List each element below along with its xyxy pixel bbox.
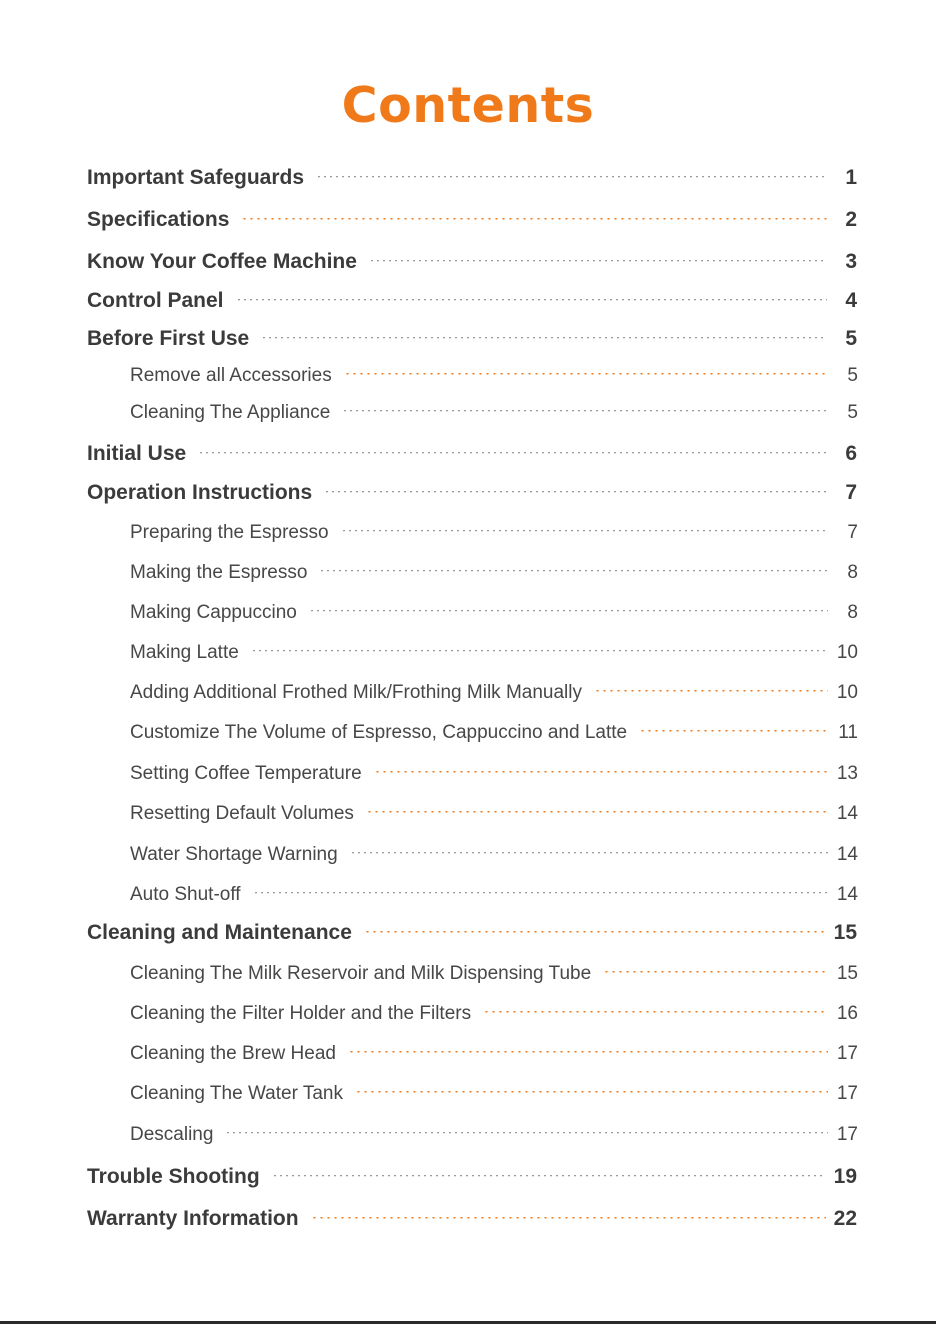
toc-entry-label: Operation Instructions [87, 481, 313, 504]
toc-entry-preparing-the-espresso[interactable] [130, 522, 858, 544]
toc-entry-page: 13 [836, 763, 858, 784]
toc-entry-page: 14 [836, 884, 858, 905]
dot-leader [309, 610, 828, 613]
toc-entry-page: 10 [836, 642, 858, 663]
toc-entry-page: 7 [845, 481, 857, 504]
toc-entry-label: Adding Additional Frothed Milk/Frothing Milk Manually [130, 682, 582, 703]
toc-entry-adding-frothed-milk[interactable] [130, 682, 858, 704]
toc-entry-making-cappuccino[interactable] [130, 602, 858, 624]
toc-entry-label: Setting Coffee Temperature [130, 763, 362, 784]
toc-entry-remove-all-accessories[interactable] [130, 365, 858, 387]
toc-entry-initial-use[interactable] [87, 442, 857, 466]
toc-entry-page: 2 [845, 208, 857, 231]
toc-entry-page: 3 [845, 250, 857, 273]
toc-entry-important-safeguards[interactable] [87, 166, 857, 190]
toc-entry-cleaning-water-tank[interactable] [130, 1083, 858, 1105]
page-title: Contents [341, 77, 595, 134]
toc-entry-label: Trouble Shooting [87, 1165, 260, 1188]
toc-entry-label: Customize The Volume of Espresso, Cappuccino and Latte [130, 722, 628, 743]
toc-entry-label: Cleaning the Brew Head [130, 1043, 336, 1064]
dot-leader [261, 337, 827, 340]
toc-entry-making-latte[interactable] [130, 642, 858, 664]
toc-entry-cleaning-the-appliance[interactable] [130, 402, 858, 424]
toc-entry-label: Resetting Default Volumes [130, 803, 354, 824]
toc-entry-page: 16 [836, 1003, 858, 1024]
toc-entry-before-first-use[interactable] [87, 327, 857, 351]
toc-entry-label: Making Cappuccino [130, 602, 297, 623]
dot-leader [350, 852, 828, 855]
toc-entry-customize-volume[interactable] [130, 722, 858, 744]
toc-entry-label: Water Shortage Warning [130, 844, 338, 865]
toc-entry-label: Cleaning The Water Tank [130, 1083, 343, 1104]
toc-entry-setting-coffee-temperature[interactable] [130, 763, 858, 785]
toc-entry-label: Auto Shut-off [130, 884, 241, 905]
toc-entry-label: Remove all Accessories [130, 365, 332, 386]
dot-leader [253, 892, 828, 895]
dot-leader [342, 410, 828, 413]
dot-leader [374, 771, 828, 774]
dot-leader [272, 1175, 826, 1178]
toc-entry-trouble-shooting[interactable] [87, 1165, 857, 1189]
toc-entry-specifications[interactable] [87, 208, 857, 232]
toc-entry-page: 10 [836, 682, 858, 703]
toc-entry-page: 15 [836, 963, 858, 984]
toc-entry-page: 1 [845, 166, 857, 189]
toc-entry-warranty-information[interactable] [87, 1207, 857, 1231]
dot-leader [369, 260, 827, 263]
toc-entry-page: 17 [836, 1043, 858, 1064]
dot-leader [225, 1132, 828, 1135]
toc-entry-page: 5 [847, 365, 858, 386]
dot-leader [324, 491, 827, 494]
toc-entry-cleaning-brew-head[interactable] [130, 1043, 858, 1065]
dot-leader [483, 1011, 828, 1014]
dot-leader [348, 1051, 828, 1054]
dot-leader [639, 730, 828, 733]
toc-entry-page: 19 [833, 1165, 857, 1188]
dot-leader [341, 530, 828, 533]
dot-leader [311, 1217, 826, 1220]
toc-entry-descaling[interactable] [130, 1124, 858, 1146]
dot-leader [251, 650, 828, 653]
toc-entry-page: 17 [836, 1083, 858, 1104]
toc-entry-page: 6 [845, 442, 857, 465]
toc-entry-cleaning-and-maintenance[interactable] [87, 921, 857, 945]
toc-entry-page: 14 [836, 803, 858, 824]
toc-entry-cleaning-milk-reservoir[interactable] [130, 963, 858, 985]
dot-leader [316, 176, 827, 179]
toc-entry-resetting-default-volumes[interactable] [130, 803, 858, 825]
toc-entry-label: Specifications [87, 208, 230, 231]
toc-entry-label: Descaling [130, 1124, 214, 1145]
toc-entry-making-the-espresso[interactable] [130, 562, 858, 584]
toc-entry-label: Making the Espresso [130, 562, 308, 583]
toc-entry-label: Cleaning the Filter Holder and the Filters [130, 1003, 472, 1024]
dot-leader [198, 452, 827, 455]
toc-entry-page: 5 [847, 402, 858, 423]
toc-entry-page: 22 [833, 1207, 857, 1230]
toc-entry-page: 7 [847, 522, 858, 543]
toc-entry-page: 8 [847, 602, 858, 623]
toc-entry-operation-instructions[interactable] [87, 481, 857, 505]
toc-entry-label: Initial Use [87, 442, 187, 465]
toc-entry-label: Know Your Coffee Machine [87, 250, 357, 273]
dot-leader [241, 218, 827, 221]
dot-leader [603, 971, 828, 974]
toc-entry-label: Cleaning and Maintenance [87, 921, 352, 944]
dot-leader [236, 299, 827, 302]
toc-entry-page: 4 [845, 289, 857, 312]
toc-entry-page: 15 [833, 921, 857, 944]
dot-leader [366, 811, 828, 814]
toc-entry-page: 14 [836, 844, 858, 865]
toc-entry-label: Before First Use [87, 327, 250, 350]
toc-entry-page: 11 [838, 722, 858, 743]
toc-entry-label: Cleaning The Milk Reservoir and Milk Dispensing Tube [130, 963, 592, 984]
dot-leader [594, 690, 828, 693]
toc-entry-label: Preparing the Espresso [130, 522, 329, 543]
toc-entry-page: 5 [845, 327, 857, 350]
toc-entry-control-panel[interactable] [87, 289, 857, 313]
dot-leader [364, 931, 826, 934]
toc-entry-water-shortage-warning[interactable] [130, 844, 858, 866]
dot-leader [344, 373, 828, 376]
toc-entry-label: Control Panel [87, 289, 224, 312]
toc-entry-label: Making Latte [130, 642, 239, 663]
toc-entry-auto-shut-off[interactable] [130, 884, 858, 906]
dot-leader [319, 570, 828, 573]
toc-entry-page: 8 [847, 562, 858, 583]
toc-entry-label: Warranty Information [87, 1207, 299, 1230]
dot-leader [355, 1091, 828, 1094]
toc-entry-label: Important Safeguards [87, 166, 305, 189]
toc-entry-page: 17 [836, 1124, 858, 1145]
toc-entry-label: Cleaning The Appliance [130, 402, 331, 423]
toc-entry-know-your-coffee-machine[interactable] [87, 250, 857, 274]
toc-entry-cleaning-filter-holder[interactable] [130, 1003, 858, 1025]
